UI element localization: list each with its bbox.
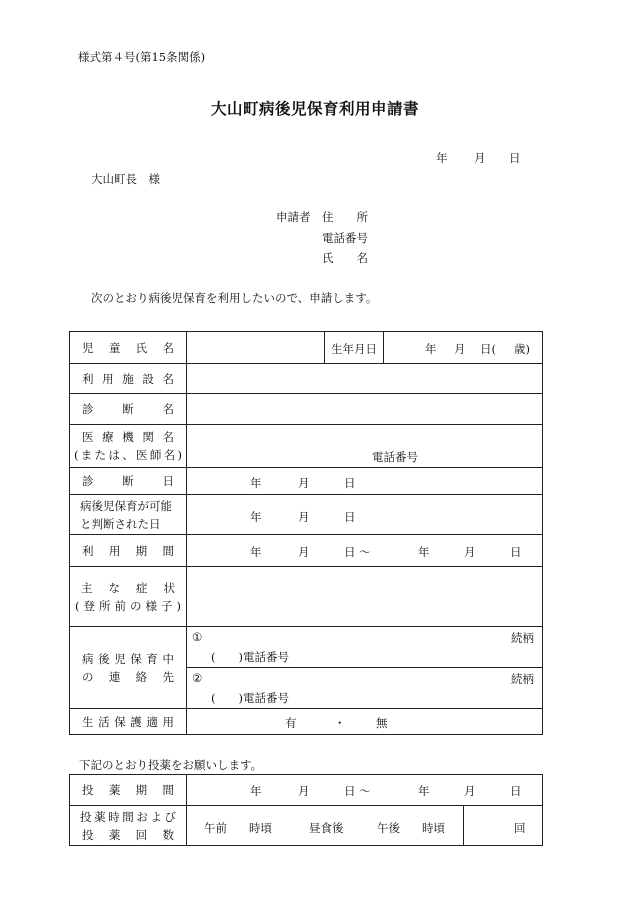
applicant-label: 申請者 bbox=[276, 210, 311, 224]
period-year-start: 年 bbox=[250, 545, 262, 559]
row-welfare bbox=[70, 709, 543, 735]
addressee: 大山町長 様 bbox=[91, 172, 160, 186]
medical-label-line1: 医療機関名 bbox=[82, 430, 174, 444]
date-year: 年 bbox=[436, 151, 448, 165]
row-med-period bbox=[70, 775, 543, 806]
medication-table bbox=[69, 774, 543, 846]
intro-text: 次のとおり病後児保育を利用したいので、申請します。 bbox=[91, 291, 378, 305]
period-day-end: 日 bbox=[510, 545, 522, 559]
contact2-phone: ( )電話番号 bbox=[211, 691, 289, 705]
diag-month: 月 bbox=[298, 476, 310, 490]
birth-month: 月 bbox=[454, 342, 466, 356]
applicant-phone-label: 電話番号 bbox=[322, 231, 368, 245]
medical-phone-label: 電話番号 bbox=[372, 450, 418, 464]
contact-line2: の連絡先 bbox=[82, 669, 174, 684]
row-facility bbox=[70, 364, 543, 394]
possible-date-label bbox=[70, 495, 187, 535]
med-month-start: 月 bbox=[298, 784, 310, 798]
contact-line1: 病後児保育中 bbox=[82, 651, 174, 666]
symptoms-line1: 主な症状 bbox=[81, 580, 175, 595]
period-year-end: 年 bbox=[418, 545, 430, 559]
welfare-yes[interactable]: 有 bbox=[285, 716, 297, 730]
possible-date-line2: と判断された日 bbox=[80, 516, 161, 531]
med-after-lunch: 昼食後 bbox=[309, 821, 344, 835]
diagnosis-value-cell[interactable] bbox=[187, 394, 543, 425]
application-table bbox=[69, 331, 543, 735]
med-times-line1: 投薬時間および bbox=[80, 809, 176, 824]
applicant-name-label: 氏 名 bbox=[322, 251, 368, 265]
med-day-end: 日 bbox=[510, 784, 522, 798]
contact-value-cell[interactable] bbox=[187, 627, 543, 709]
med-day-start: 日 ～ bbox=[344, 784, 371, 798]
med-times-line2: 投薬回数 bbox=[82, 827, 174, 842]
period-month-start: 月 bbox=[298, 545, 310, 559]
med-times-label bbox=[70, 806, 187, 846]
diagnosis-label: 診断名 bbox=[70, 394, 187, 425]
med-year-end: 年 bbox=[418, 784, 430, 798]
med-times-value-cell[interactable] bbox=[187, 806, 543, 846]
form-number: 様式第４号(第15条関係) bbox=[78, 50, 206, 64]
contact1-relation: 続柄 bbox=[511, 631, 534, 645]
symptoms-label bbox=[70, 567, 187, 627]
facility-label: 利用施設名 bbox=[70, 364, 187, 394]
diag-date-label: 診断日 bbox=[70, 468, 187, 495]
child-name-label: 児童氏名 bbox=[70, 332, 187, 364]
row-diag-date bbox=[70, 468, 543, 495]
birth-year: 年 bbox=[425, 342, 437, 356]
row-symptoms bbox=[70, 567, 543, 627]
possible-month: 月 bbox=[298, 510, 310, 524]
symptoms-line2: (登所前の様子) bbox=[75, 598, 181, 613]
row-contact bbox=[70, 627, 543, 709]
welfare-value-cell[interactable] bbox=[187, 709, 543, 735]
row-possible-date bbox=[70, 495, 543, 535]
form-title: 大山町病後児保育利用申請書 bbox=[210, 99, 420, 118]
facility-value-cell[interactable] bbox=[187, 364, 543, 394]
diag-date-value-cell[interactable] bbox=[187, 468, 543, 495]
med-morning: 午前 bbox=[204, 821, 227, 835]
welfare-no[interactable]: 無 bbox=[376, 716, 388, 730]
contact-label bbox=[70, 627, 187, 709]
possible-day: 日 bbox=[344, 510, 356, 524]
contact1-number: ① bbox=[192, 630, 203, 644]
period-value-cell[interactable] bbox=[187, 535, 543, 567]
possible-year: 年 bbox=[250, 510, 262, 524]
med-month-end: 月 bbox=[464, 784, 476, 798]
med-morning-time: 時頃 bbox=[249, 821, 272, 835]
welfare-separator: ・ bbox=[334, 716, 346, 730]
birth-date-label: 生年月日 bbox=[331, 342, 377, 356]
med-times-count: 回 bbox=[514, 821, 526, 835]
child-name-value-cell[interactable] bbox=[187, 332, 543, 364]
row-medical bbox=[70, 425, 543, 468]
medical-label-line2: (または、医師名) bbox=[74, 448, 182, 462]
symptoms-value-cell[interactable] bbox=[187, 567, 543, 627]
applicant-address-label: 住 所 bbox=[322, 210, 368, 224]
med-afternoon-time: 時頃 bbox=[422, 821, 445, 835]
date-month: 月 bbox=[474, 151, 486, 165]
diag-day: 日 bbox=[344, 476, 356, 490]
med-period-label: 投薬期間 bbox=[70, 775, 187, 806]
row-child-name bbox=[70, 332, 543, 364]
medical-label bbox=[70, 425, 187, 468]
row-diagnosis bbox=[70, 394, 543, 425]
date-day: 日 bbox=[509, 151, 521, 165]
contact1-phone: ( )電話番号 bbox=[211, 650, 289, 664]
contact2-relation: 続柄 bbox=[511, 672, 534, 686]
birth-day: 日( bbox=[480, 342, 496, 356]
row-med-times bbox=[70, 806, 543, 846]
period-day-start: 日 ～ bbox=[344, 545, 371, 559]
birth-age: 歳) bbox=[514, 342, 530, 356]
diag-year: 年 bbox=[250, 476, 262, 490]
contact2-number: ② bbox=[192, 671, 203, 685]
possible-date-line1: 病後児保育が可能 bbox=[80, 498, 172, 513]
medication-intro: 下記のとおり投薬をお願いします。 bbox=[79, 758, 263, 772]
med-year-start: 年 bbox=[250, 784, 262, 798]
welfare-label: 生活保護適用 bbox=[70, 709, 187, 735]
period-month-end: 月 bbox=[464, 545, 476, 559]
period-label: 利用期間 bbox=[70, 535, 187, 567]
possible-date-value-cell[interactable] bbox=[187, 495, 543, 535]
med-afternoon: 午後 bbox=[377, 821, 400, 835]
medical-value-cell[interactable] bbox=[187, 425, 543, 468]
row-period bbox=[70, 535, 543, 567]
med-period-value-cell[interactable] bbox=[187, 775, 543, 806]
